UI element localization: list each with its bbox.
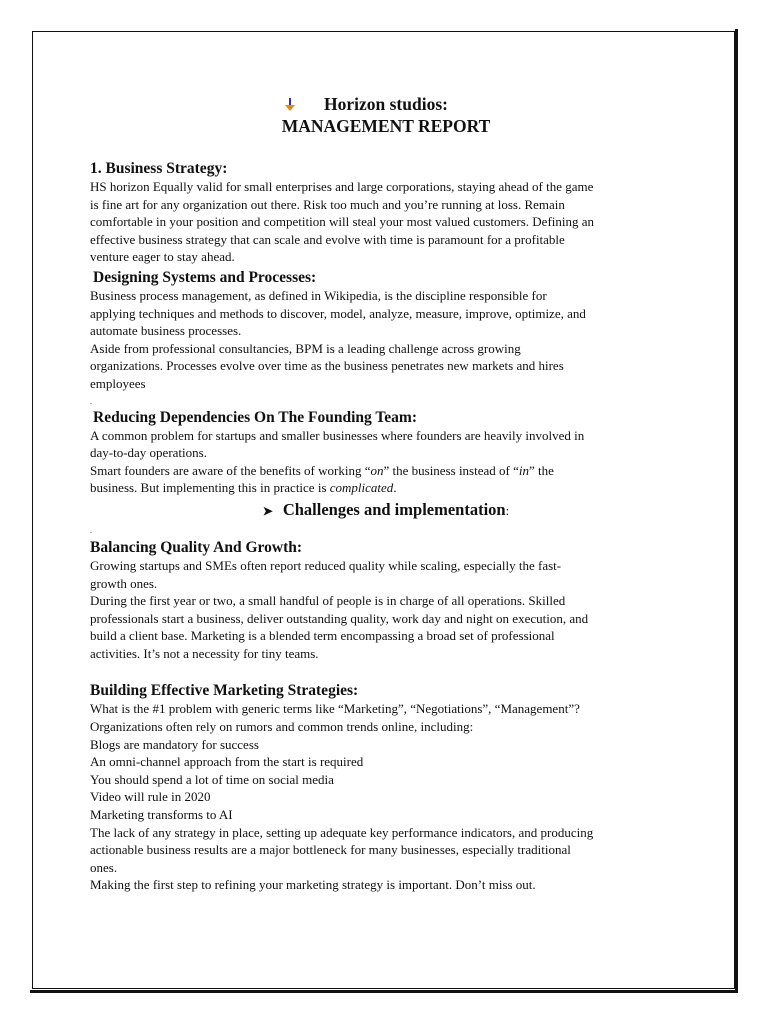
- challenges-heading-text: Challenges and implementation: [282, 499, 506, 519]
- list-item: An omni-channel approach from the start is required: [90, 754, 364, 770]
- paragraph-line: ones.: [90, 859, 118, 875]
- paragraph-line: growth ones.: [90, 575, 158, 591]
- list-item: Marketing transforms to AI: [90, 807, 233, 823]
- paragraph-line: applying techniques and methods to discover, model, analyze, measure, improve, optimize, and: [90, 305, 586, 321]
- section-heading-reducing-dependencies: Reducing Dependencies On The Founding Team:: [93, 408, 417, 426]
- paragraph-line: Organizations often rely on rumors and common trends online, including:: [90, 719, 474, 735]
- document-body: [90, 93, 682, 894]
- list-item: You should spend a lot of time on social media: [90, 771, 334, 787]
- paragraph-line: activities. It’s not a necessity for tiny teams.: [90, 645, 319, 661]
- section-heading-building-marketing: Building Effective Marketing Strategies:: [90, 682, 359, 700]
- arrowhead-bullet-icon: ➤: [262, 503, 273, 518]
- paragraph-line: Business process management, as defined in Wikipedia, is the discipline responsible for: [90, 287, 547, 303]
- stray-dot: .: [90, 396, 92, 406]
- paragraph-line: professionals start a business, deliver outstanding quality, work day and night on execution, and: [90, 610, 589, 626]
- paragraph-line: Growing startups and SMEs often report reduced quality while scaling, especially the fast-: [90, 557, 562, 573]
- paragraph-line: day-to-day operations.: [90, 445, 207, 461]
- list-item: Blogs are mandatory for success: [90, 736, 259, 752]
- paragraph-line: What is the #1 problem with generic terms like “Marketing”, “Negotiations”, “Management”?: [90, 701, 580, 717]
- paragraph-line: actionable business results are a major bottleneck for many businesses, especially traditional: [90, 842, 571, 858]
- stray-dot: .: [90, 525, 92, 535]
- italic-in: in: [518, 462, 529, 478]
- paragraph-line: A common problem for startups and smaller businesses where founders are heavily involved in: [90, 427, 585, 443]
- title-line-2: MANAGEMENT REPORT: [281, 116, 491, 136]
- paragraph-line: comfortable in your position and competition will steal your most valued customers. Defining an: [90, 214, 595, 230]
- section-heading-balancing-quality: Balancing Quality And Growth:: [90, 538, 303, 556]
- paragraph-line: effective business strategy that can scale and evolve with time is paramount for a profitable: [90, 231, 565, 247]
- paragraph-line: build a client base. Marketing is a blended term encompassing a broad set of professional: [90, 628, 555, 644]
- list-item: Video will rule in 2020: [90, 789, 211, 805]
- document-title: [90, 93, 682, 137]
- challenges-heading: ➤ Challenges and implementation:: [90, 499, 682, 522]
- paragraph-line: employees: [90, 375, 146, 391]
- section-heading-designing-systems: Designing Systems and Processes:: [93, 268, 317, 286]
- paragraph-line: venture eager to stay ahead.: [90, 249, 235, 265]
- paragraph-line: automate business processes.: [90, 323, 242, 339]
- title-line-1-wrap: [324, 93, 448, 115]
- paragraph-line: is fine art for any organization out there. Risk too much and you’re running at loss. Remain: [90, 196, 565, 212]
- paragraph-line: HS horizon Equally valid for small enterprises and large corporations, staying ahead of the game: [90, 179, 594, 194]
- title-line-1: Horizon studios:: [324, 94, 448, 114]
- paragraph-line: organizations. Processes evolve over time as the business penetrates new markets and hires: [90, 358, 564, 374]
- section-heading-business-strategy: 1. Business Strategy:: [90, 160, 228, 177]
- italic-complicated: complicated: [329, 480, 394, 496]
- paragraph-line: During the first year or two, a small handful of people is in charge of all operations. Skilled: [90, 593, 566, 609]
- paragraph-line: The lack of any strategy in place, setting up adequate key performance indicators, and producing: [90, 824, 594, 840]
- down-arrow-icon: [284, 98, 296, 112]
- paragraph-line: Making the first step to refining your marketing strategy is important. Don’t miss out.: [90, 877, 536, 893]
- paragraph-line-smart-founders: Smart founders are aware of the benefits of working “on” the business instead of “in” the: [90, 462, 554, 478]
- paragraph-line-complicated: business. But implementing this in practice is complicated.: [90, 480, 397, 496]
- paragraph-line: Aside from professional consultancies, BPM is a leading challenge across growing: [90, 340, 521, 356]
- italic-on: on: [370, 462, 384, 478]
